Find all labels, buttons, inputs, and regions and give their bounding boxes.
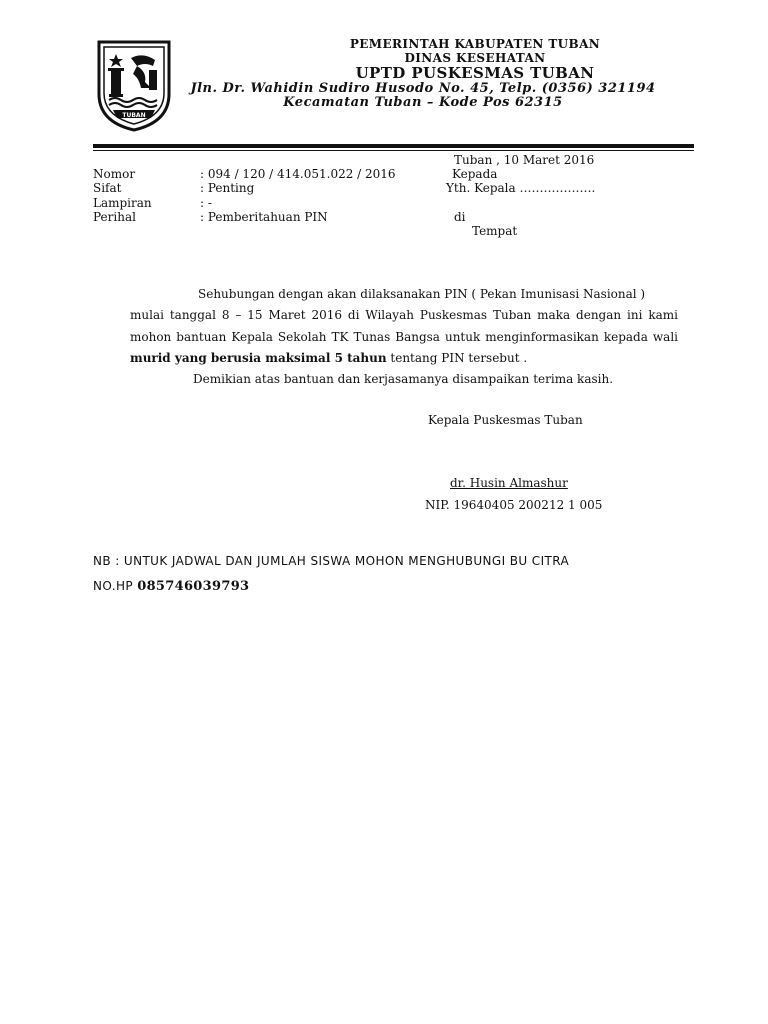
header-address: Jln. Dr. Wahidin Sudiro Husodo No. 45, Telp. (0356) 321194 [190, 81, 656, 96]
signature-name: dr. Husin Almashur [450, 476, 568, 490]
note-phone [93, 575, 249, 594]
field-label-perihal: Perihal [93, 210, 136, 224]
body-paragraph-part2: tentang PIN tersebut . [386, 351, 528, 365]
body-paragraph-part1: mulai tanggal 8 – 15 Maret 2016 di Wilayah Puskesmas Tuban maka dengan ini kami mohon bantuan Kepala Sekolah TK Tunas Bangsa untuk menginformasikan kepada wali [130, 308, 678, 344]
signature-title: Kepala Puskesmas Tuban [428, 413, 583, 427]
header-institution: UPTD PUSKESMAS TUBAN [355, 64, 595, 82]
recipient-kepada: Kepada [452, 167, 498, 181]
field-label-sifat: Sifat [93, 181, 122, 195]
field-label-lampiran: Lampiran [93, 196, 152, 210]
field-value-perihal: : Pemberitahuan PIN [200, 210, 328, 224]
note-phone-number: 085746039793 [137, 579, 250, 594]
field-value-nomor: : 094 / 120 / 414.051.022 / 2016 [200, 167, 396, 181]
tuban-regency-emblem-icon [95, 36, 173, 132]
letterhead-divider-thin [93, 150, 694, 151]
field-value-sifat: : Penting [200, 181, 255, 195]
header-department: DINAS KESEHATAN [404, 51, 546, 65]
note-phone-label: NO.HP [93, 579, 138, 593]
recipient-di: di [454, 210, 466, 224]
emblem-text: TUBAN [122, 112, 146, 119]
body-paragraph [130, 305, 678, 370]
field-value-lampiran: : - [200, 196, 212, 210]
body-paragraph-emphasis: murid yang berusia maksimal 5 tahun [130, 351, 387, 365]
body-opening-line: Sehubungan dengan akan dilaksanakan PIN ( Pekan Imunisasi Nasional ) [198, 287, 646, 301]
recipient-tempat: Tempat [472, 224, 518, 238]
field-label-nomor: Nomor [93, 167, 136, 181]
letter-date: Tuban , 10 Maret 2016 [454, 153, 595, 167]
body-closing-line: Demikian atas bantuan dan kerjasamanya disampaikan terima kasih. [193, 372, 614, 386]
header-government: PEMERINTAH KABUPATEN TUBAN [349, 37, 601, 51]
signature-nip: NIP. 19640405 200212 1 005 [425, 498, 603, 512]
header-district: Kecamatan Tuban – Kode Pos 62315 [283, 95, 563, 110]
note-nb: NB : UNTUK JADWAL DAN JUMLAH SISWA MOHON MENGHUBUNGI BU CITRA [93, 554, 570, 568]
letterhead-divider-thick [93, 144, 694, 148]
recipient-yth: Yth. Kepala ………………. [446, 181, 596, 195]
